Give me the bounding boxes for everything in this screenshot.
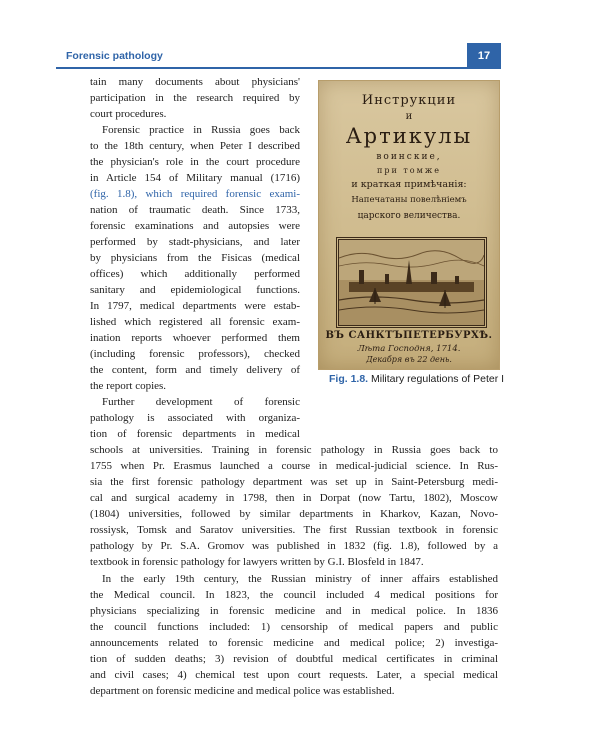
text-line: in Article 154 of Military manual (1716): [90, 172, 300, 184]
text-line: physicians specializing in forensic medicine and in medical police. In 1836: [90, 605, 498, 617]
figure-text: Лѣта Господня, 1714.: [357, 344, 461, 354]
caption-label: Fig. 1.8.: [329, 373, 369, 385]
figure-text: Декабря въ 22 день.: [366, 355, 452, 364]
figure-text: и краткая примѣчанія:: [351, 179, 467, 190]
text-line: the content, form and timely delivery of: [90, 364, 300, 376]
text-line: In the early 19th century, the Russian ministry of inner affairs established: [102, 573, 498, 585]
text-line: cal and surgical academy in 1798, then in Dorpat (now Tartu, 1802), Moscow: [90, 492, 498, 504]
figure-caption: [329, 373, 505, 385]
figure-link-line[interactable]: (fig. 1.8), which required forensic exami-: [90, 188, 300, 200]
text-line: rossiysk, Tomsk and Saratov universities. The first Russian textbook in forensic: [90, 524, 498, 536]
running-header: [56, 45, 500, 69]
figure-text: Инструкции: [361, 93, 457, 108]
text-line: nation of traumatic death. Since 1733,: [90, 204, 300, 216]
text-line: Forensic practice in Russia goes back: [102, 124, 300, 136]
text-line: the physician's role in the court procedure: [90, 156, 300, 168]
text-line: tion of forensic departments in medical: [90, 428, 300, 440]
title-page-image: [318, 80, 500, 370]
caption-text: Military regulations of Peter I: [371, 373, 505, 385]
text-line: participation in the research required by: [90, 92, 300, 104]
figure-text: и: [405, 111, 413, 122]
text-line: offices) which additionally performed: [90, 268, 300, 280]
text-line: announcements related to forensic medicine and medical police; 2) investiga-: [90, 637, 498, 649]
text-line: tain many documents about physicians': [90, 76, 300, 88]
text-line: lished which registered all forensic exam-: [90, 316, 300, 328]
text-line: tion of sudden deaths; 3) revision of doubtful medical certificates in criminal: [90, 653, 498, 665]
figure-text: воинские,: [376, 152, 442, 162]
text-line: and civil cases; 4) chemical test upon court requests. Later, a special medical: [90, 669, 498, 681]
text-line: 1755 when Pr. Erasmus launched a course in medical-judicial science. In Rus-: [90, 460, 498, 472]
text-line: Further development of forensic: [102, 396, 300, 408]
text-line: pathology by Pr. S.A. Gromov was published in 1832 (fig. 1.8), followed by a: [90, 540, 498, 552]
text-line: by physicians from the Fisicas (medical: [90, 252, 300, 264]
text-line: department on forensic medicine and medical police was established.: [90, 685, 395, 697]
figure-text: Артикулы: [345, 124, 473, 148]
text-line: forensic examinations and autopsies were: [90, 220, 300, 232]
section-title: Forensic pathology: [66, 50, 163, 62]
text-line: the council functions included: 1) censorship of medical papers and public: [90, 621, 498, 633]
text-line: textbook in forensic pathology for lawyers written by G.I. Blosfeld in 1847.: [90, 556, 424, 568]
text-line: court procedures.: [90, 108, 167, 120]
text-line: to the 18th century, when Peter I described: [90, 140, 300, 152]
text-line: sia the first forensic pathology department was set up in Saint-Petersburg medi-: [90, 476, 498, 488]
text-line: the Medical council. In 1823, the council included 4 medical positions for: [90, 589, 498, 601]
page-number-badge: 17: [467, 43, 501, 69]
text-line: the report copies.: [90, 380, 167, 392]
text-line: pathology is associated with organiza-: [90, 412, 300, 424]
text-line: In 1797, medical departments were estab-: [90, 300, 300, 312]
text-line: sanitary and epidemiological functions.: [90, 284, 300, 296]
figure-text: при томже: [377, 166, 441, 175]
figure-text: ВЪ САНКТЪПЕТЕРБУРХѢ.: [325, 330, 493, 341]
text-line: performed by stadt-physicians, and later: [90, 236, 300, 248]
engraving-illustration: [336, 237, 487, 328]
text-line: ination reports whoever performed them: [90, 332, 300, 344]
text-line: (including forensic professors), checked: [90, 348, 300, 360]
text-line: schools at universities. Training in forensic pathology in Russia goes back to: [90, 444, 498, 456]
figure-text: Напечатаны повелѣніемъ: [351, 195, 467, 205]
text-line: (1804) universities, followed by similar departments in Kharkov, Kazan, Novo-: [90, 508, 498, 520]
figure-text: царского величества.: [357, 211, 461, 221]
